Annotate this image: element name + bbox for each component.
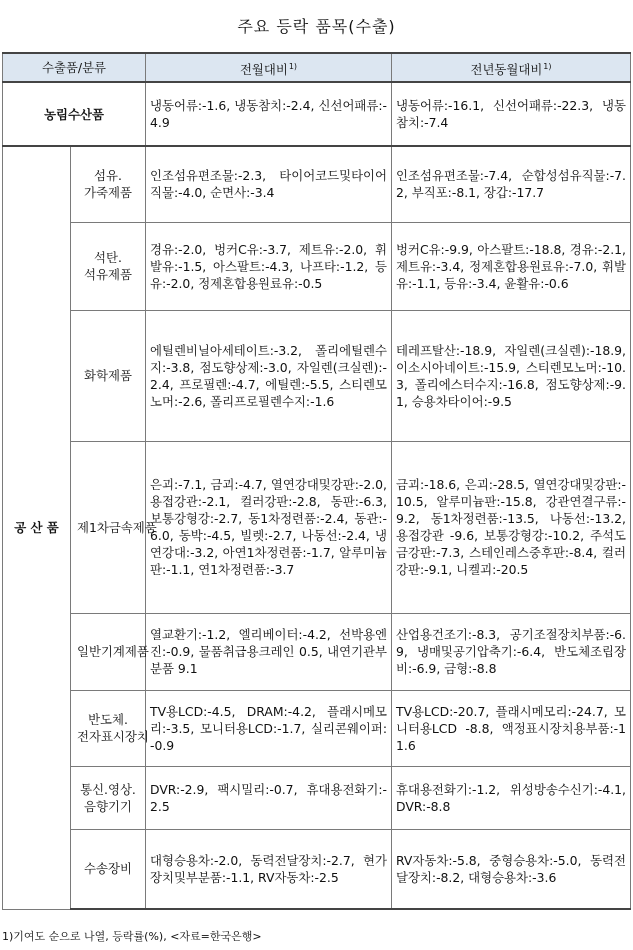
cell-mom: 은괴:-7.1, 금괴:-4.7, 열연강대및강판:-2.0, 용접강관:-2.1, 컬러강판:-2.8, 동판:-6.3, 보통강형강:-2.7, 동1차정련품:-2.4, 동관:-6.0, 동박:-4.5, 빌렛:-2.7, 나동선:-2.4, 냉연강대:-3.2, 아연1차정련품:-1.7, 알루미늄판:-1.1, 연1차정련품:-3.7 [146,441,392,613]
table-row [3,690,631,766]
category-agri: 농림수산품 [3,82,146,146]
table-row [3,310,631,441]
subcategory: 통신.영상.음향기기 [71,766,146,829]
cell-yoy: 테레프탈산:-18.9, 자일렌(크실렌):-18.9, 이소시아네이트:-15.9, 스티렌모노머:-10.3, 폴리에스터수지:-16.8, 점도향상제:-9.1, 승용차타이어:-9.5 [392,310,631,441]
subcategory: 석탄.석유제품 [71,222,146,310]
cell-yoy: 산업용건조기:-8.3, 공기조절장치부품:-6.9, 냉매및공기압축기:-6.4, 반도체조립장비:-6.9, 금형:-8.8 [392,613,631,690]
cell-mom: 인조섬유편조물:-2.3, 타이어코드및타이어직물:-4.0, 순면사:-3.4 [146,146,392,222]
header-yoy: 전년동월대비$^{1)}$ [392,53,631,82]
table-row [3,222,631,310]
table-row [3,146,631,222]
cell-yoy: 휴대용전화기:-1.2, 위성방송수신기:-4.1, DVR:-8.8 [392,766,631,829]
cell-mom: DVR:-2.9, 팩시밀리:-0.7, 휴대용전화기:-2.5 [146,766,392,829]
table-row [3,441,631,613]
table-row [3,613,631,690]
subcategory: 일반기계제품 [71,613,146,690]
header-category: 수출품/분류 [3,53,146,82]
cell-mom: 에틸렌비닐아세테이트:-3.2, 폴리에틸렌수지:-3.8, 점도향상제:-3.0, 자일렌(크실렌):-2.4, 프로필렌:-4.7, 에틸렌:-5.5, 스티렌모노머:-2.6, 폴리프로필렌수지:-1.6 [146,310,392,441]
subcategory: 반도체.전자표시장치 [71,690,146,766]
table-header-row [3,53,631,82]
table-row [3,766,631,829]
category-industrial: 공 산 품 [3,146,71,909]
table-row-agri [3,82,631,146]
subcategory: 수송장비 [71,829,146,909]
header-mom: 전월대비$^{1)}$ [146,53,392,82]
cell-yoy: 벙커C유:-9.9, 아스팔트:-18.8, 경유:-2.1, 제트유:-3.4, 정제혼합용원료유:-7.0, 휘발유:-1.1, 등유:-3.4, 윤활유:-0.6 [392,222,631,310]
cell-mom: 열교환기:-1.2, 엘리베이터:-4.2, 선박용엔진:-0.9, 물품취급용크레인 0.5, 내연기관부분품 9.1 [146,613,392,690]
subcategory: 화학제품 [71,310,146,441]
subcategory: 섬유.가죽제품 [71,146,146,222]
cell-yoy: TV용LCD:-20.7, 플래시메모리:-24.7, 모니터용LCD -8.8, 액정표시장치용부품:-11.6 [392,690,631,766]
cell-yoy: 냉동어류:-16.1, 신선어패류:-22.3, 냉동참치:-7.4 [392,82,631,146]
cell-mom: 대형승용차:-2.0, 동력전달장치:-2.7, 현가장치및부분품:-1.1, RV자동차:-2.5 [146,829,392,909]
export-price-table [2,52,631,910]
table-row [3,829,631,909]
cell-yoy: 금괴:-18.6, 은괴:-28.5, 열연강대및강판:-10.5, 알루미늄판:-15.8, 강관연결구류:-9.2, 동1차정련품:-13.5, 나동선:-13.2, 용접강관 -9.6, 보통강형강:-10.2, 주석도금강판:-7.3, 스테인레스중후판:-8.4, 컬러강판:-9.1, 니켈괴:-20.5 [392,441,631,613]
page-title: 주요 등락 품목(수출) [237,17,396,36]
footnote: 1)기여도 순으로 나열, 등락률(%), <자료=한국은행> [2,930,262,943]
cell-mom: 냉동어류:-1.6, 냉동참치:-2.4, 신선어패류:-4.9 [146,82,392,146]
cell-mom: TV용LCD:-4.5, DRAM:-4.2, 플래시메모리:-3.5, 모니터용LCD:-1.7, 실리콘웨이퍼:-0.9 [146,690,392,766]
cell-yoy: 인조섬유편조물:-7.4, 순합성섬유직물:-7.2, 부직포:-8.1, 장갑:-17.7 [392,146,631,222]
cell-yoy: RV자동차:-5.8, 중형승용차:-5.0, 동력전달장치:-8.2, 대형승용차:-3.6 [392,829,631,909]
subcategory: 제1차금속제품 [71,441,146,613]
cell-mom: 경유:-2.0, 벙커C유:-3.7, 제트유:-2.0, 휘발유:-1.5, 아스팔트:-4.3, 나프타:-1.2, 등유:-2.0, 정제혼합용원료유:-0.5 [146,222,392,310]
